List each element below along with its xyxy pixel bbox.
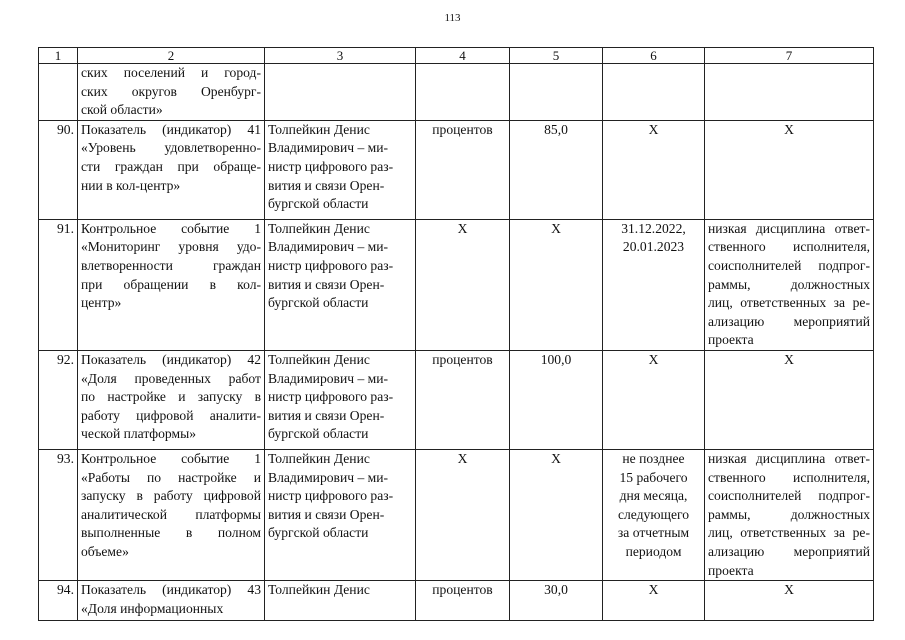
risk-cell — [705, 449, 874, 580]
unit-cell — [416, 64, 510, 121]
row-number-cell: 94. — [39, 581, 78, 621]
value-cell: 85,0 — [510, 120, 603, 219]
cell-line: проекта — [708, 562, 754, 578]
cell-line: Х — [784, 582, 794, 598]
cell-line: нистр цифрового раз- — [268, 257, 394, 273]
cell-line: низкая дисциплина ответ- — [708, 220, 870, 236]
cell-line: Х — [648, 582, 659, 598]
cell-line: центр» — [81, 295, 122, 311]
description-cell — [78, 64, 265, 121]
cell-line: работу цифровой аналити- — [81, 407, 261, 423]
unit-cell: процентов — [416, 120, 510, 219]
cell-line: запуску в работу цифровой — [81, 488, 261, 504]
table-row — [39, 219, 874, 350]
header-row — [39, 48, 874, 64]
cell-line: вития и связи Орен- — [268, 177, 385, 193]
unit-cell: Х — [416, 219, 510, 350]
responsible-cell — [265, 64, 416, 121]
cell-line: «Работы по настройке и — [81, 469, 261, 485]
responsible-cell — [265, 219, 416, 350]
cell-line: вития и связи Орен- — [268, 407, 385, 423]
table-row — [39, 64, 874, 121]
unit-cell: процентов — [416, 581, 510, 621]
cell-line: соисполнителей подпрог- — [708, 257, 870, 273]
cell-line: 20.01.2023 — [622, 239, 685, 255]
cell-line: «Мониторинг уровня удо- — [81, 239, 261, 255]
cell-line: периодом — [625, 543, 682, 559]
risk-cell — [705, 581, 874, 621]
cell-line: «Доля проведенных работ — [81, 370, 261, 386]
deadline-cell — [603, 219, 705, 350]
page-number: 113 — [444, 12, 461, 24]
cell-line: бургской области — [268, 295, 369, 311]
row-number-cell: 93. — [39, 449, 78, 580]
table-row — [39, 120, 874, 219]
cell-line: нистр цифрового раз- — [268, 389, 394, 405]
cell-line: Х — [784, 351, 794, 367]
cell-line: Владимирович – ми- — [268, 370, 389, 386]
cell-line: Толпейкин Денис — [268, 450, 370, 466]
table-body — [39, 48, 874, 621]
cell-line: Толпейкин Денис — [268, 351, 370, 367]
cell-line: Толпейкин Денис — [268, 121, 370, 137]
description-cell — [78, 219, 265, 350]
cell-line: Х — [784, 121, 794, 137]
cell-line: Владимирович – ми- — [268, 469, 389, 485]
header-cell: 4 — [416, 48, 510, 64]
row-number-cell: 90. — [39, 120, 78, 219]
cell-line: Показатель (индикатор) 41 — [81, 121, 261, 137]
cell-line: при обращении в кол- — [81, 276, 261, 292]
risk-cell — [705, 219, 874, 350]
cell-line: Владимирович – ми- — [268, 239, 389, 255]
cell-line: ственного исполнителя, — [708, 239, 870, 255]
cell-line: за отчетным — [617, 525, 690, 541]
cell-line: Х — [648, 351, 659, 367]
cell-line: Показатель (индикатор) 42 — [81, 351, 261, 367]
header-cell: 1 — [39, 48, 78, 64]
cell-line: ализацию мероприятий — [708, 543, 870, 559]
description-cell — [78, 581, 265, 621]
description-cell — [78, 120, 265, 219]
cell-line: раммы, должностных — [708, 276, 870, 292]
cell-line: Показатель (индикатор) 43 — [81, 582, 261, 598]
responsible-cell — [265, 120, 416, 219]
deadline-cell — [603, 120, 705, 219]
cell-line: объеме» — [81, 543, 129, 559]
cell-line: Толпейкин Денис — [268, 220, 370, 236]
header-cell: 2 — [78, 48, 265, 64]
cell-line: следующего — [617, 506, 690, 522]
cell-line: 31.12.2022, — [621, 220, 686, 236]
cell-line: ских поселений и город- — [81, 65, 261, 80]
table-row — [39, 449, 874, 580]
table-row — [39, 350, 874, 449]
plan-table — [38, 47, 874, 621]
cell-line: бургской области — [268, 196, 369, 212]
header-cell: 6 — [603, 48, 705, 64]
cell-line: нии в кол-центр» — [81, 177, 181, 193]
cell-line: ской области» — [81, 102, 163, 118]
cell-line: нистр цифрового раз- — [268, 158, 394, 174]
description-cell — [78, 350, 265, 449]
row-number-cell — [39, 64, 78, 121]
value-cell — [510, 64, 603, 121]
cell-line: вития и связи Орен- — [268, 276, 385, 292]
responsible-cell — [265, 581, 416, 621]
header-cell: 5 — [510, 48, 603, 64]
cell-line: низкая дисциплина ответ- — [708, 450, 870, 466]
cell-line: Х — [648, 121, 659, 137]
value-cell: 100,0 — [510, 350, 603, 449]
risk-cell — [705, 350, 874, 449]
cell-line: лиц, ответственных за ре- — [708, 525, 870, 541]
cell-line: аналитической платформы — [81, 506, 261, 522]
description-cell — [78, 449, 265, 580]
value-cell: Х — [510, 219, 603, 350]
cell-line: Владимирович – ми- — [268, 140, 389, 156]
header-cell: 3 — [265, 48, 416, 64]
table-row — [39, 581, 874, 621]
cell-line: проекта — [708, 332, 754, 348]
row-number-cell: 92. — [39, 350, 78, 449]
cell-line: Контрольное событие 1 — [81, 450, 261, 466]
deadline-cell — [603, 350, 705, 449]
value-cell: 30,0 — [510, 581, 603, 621]
cell-line: по настройке и запуску в — [81, 389, 261, 405]
deadline-cell — [603, 64, 705, 121]
responsible-cell — [265, 350, 416, 449]
cell-line: бургской области — [268, 426, 369, 442]
cell-line: бургской области — [268, 525, 369, 541]
cell-line: ственного исполнителя, — [708, 469, 870, 485]
cell-line: Толпейкин Денис — [268, 582, 370, 598]
unit-cell: процентов — [416, 350, 510, 449]
header-cell: 7 — [705, 48, 874, 64]
cell-line: 15 рабочего — [619, 469, 688, 485]
cell-line: ских округов Оренбург- — [81, 83, 261, 99]
value-cell: Х — [510, 449, 603, 580]
deadline-cell — [603, 449, 705, 580]
cell-line: «Уровень удовлетворенно- — [81, 140, 261, 156]
cell-line: Контрольное событие 1 — [81, 220, 261, 236]
cell-line: не позднее — [622, 450, 685, 466]
cell-line: лиц, ответственных за ре- — [708, 295, 870, 311]
cell-line: соисполнителей подпрог- — [708, 488, 870, 504]
cell-line: ализацию мероприятий — [708, 313, 870, 329]
cell-line: выполненные в полном — [81, 525, 261, 541]
responsible-cell — [265, 449, 416, 580]
row-number-cell: 91. — [39, 219, 78, 350]
cell-line: дня месяца, — [619, 488, 688, 504]
cell-line: нистр цифрового раз- — [268, 488, 394, 504]
cell-line: «Доля информационных — [81, 600, 224, 616]
risk-cell — [705, 64, 874, 121]
cell-line: раммы, должностных — [708, 506, 870, 522]
cell-line: вития и связи Орен- — [268, 506, 385, 522]
cell-line: сти граждан при обраще- — [81, 158, 261, 174]
cell-line: ческой платформы» — [81, 426, 197, 442]
cell-line: влетворенности граждан — [81, 257, 261, 273]
unit-cell: Х — [416, 449, 510, 580]
deadline-cell — [603, 581, 705, 621]
risk-cell — [705, 120, 874, 219]
